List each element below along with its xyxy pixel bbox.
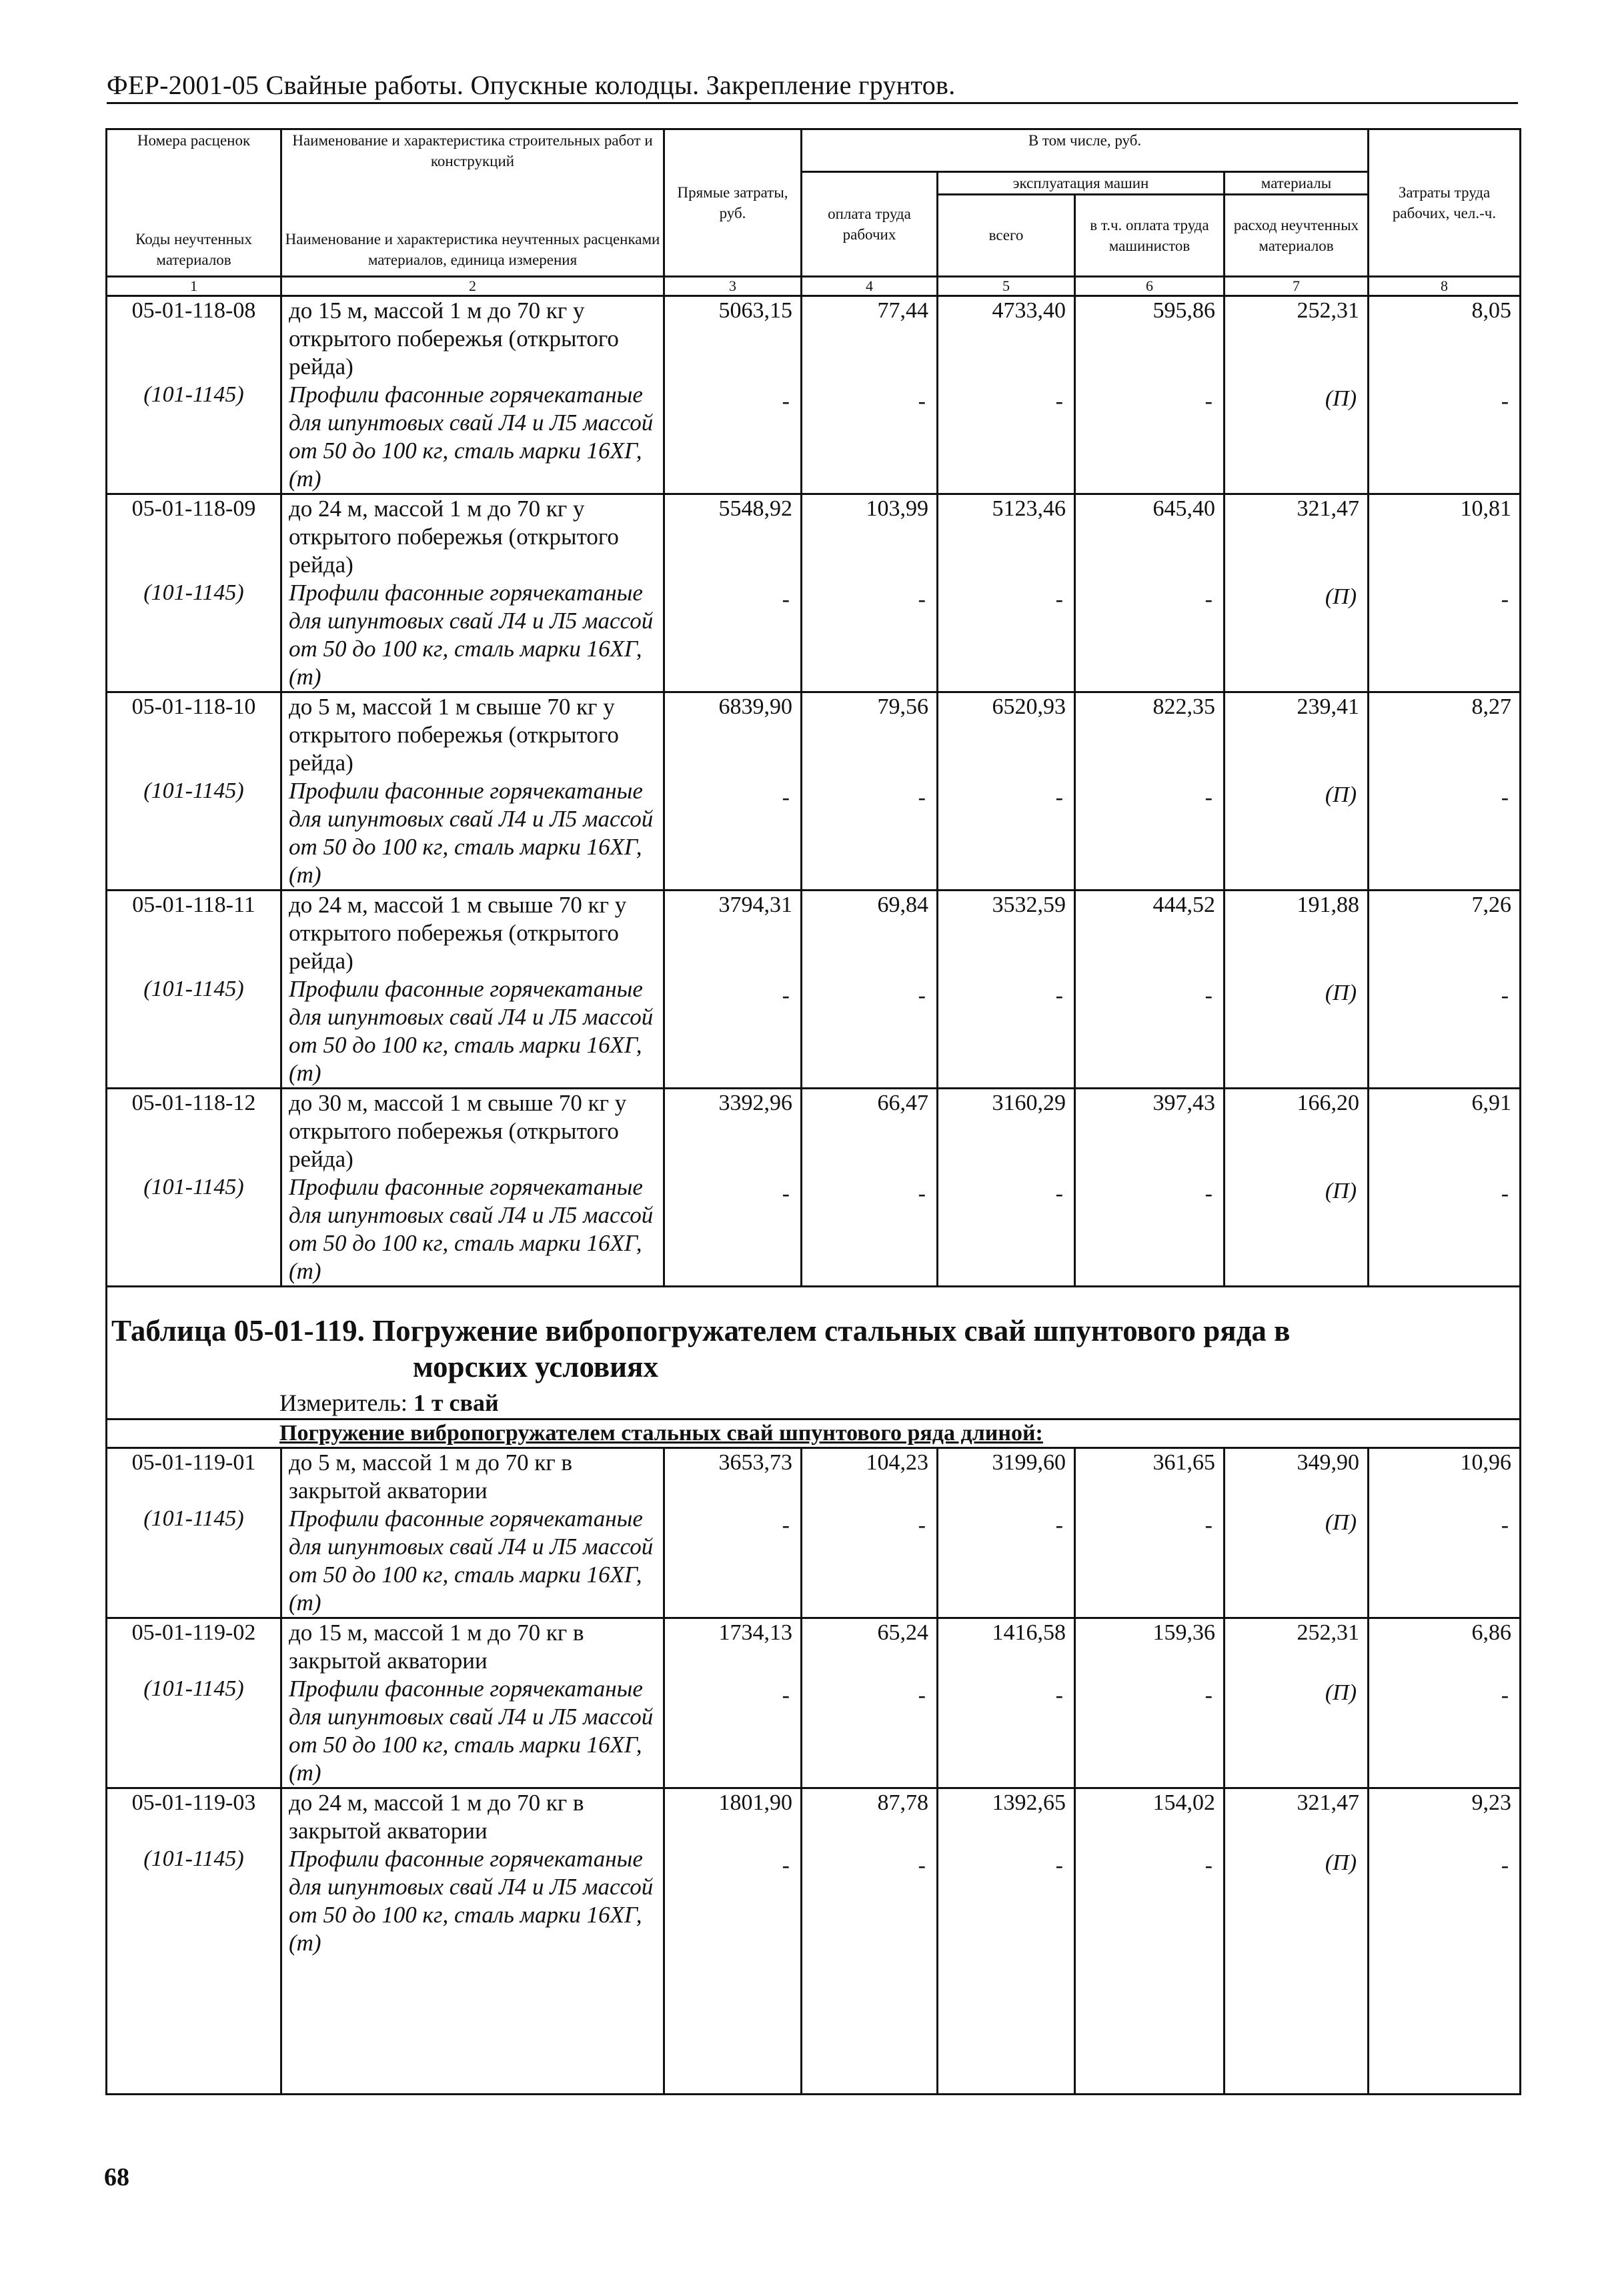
material-value: (П) xyxy=(1225,1845,1369,2095)
material-value: - xyxy=(1075,1505,1225,1618)
material-value: - xyxy=(1075,1173,1225,1287)
material-value: - xyxy=(938,579,1075,692)
material-value: - xyxy=(802,1845,938,2095)
rate-value: 239,41 xyxy=(1225,692,1369,777)
material-code: (101-1145) xyxy=(107,777,281,891)
rate-row xyxy=(107,890,1521,975)
rate-row xyxy=(107,1448,1521,1505)
header-direct-costs: Прямые затраты, руб. xyxy=(664,129,802,277)
col-number: 3 xyxy=(664,276,802,296)
material-value: - xyxy=(1075,381,1225,494)
material-row xyxy=(107,1173,1521,1287)
material-value: - xyxy=(1075,579,1225,692)
col-number: 7 xyxy=(1225,276,1369,296)
material-row xyxy=(107,381,1521,494)
material-description: Профили фасонные горячекатаные для шпунтовых свай Л4 и Л5 массой от 50 до 100 кг, сталь марки 16ХГ, (т) xyxy=(281,1505,664,1618)
rate-row xyxy=(107,296,1521,381)
header-row-1 xyxy=(107,129,1521,172)
rate-value: 8,05 xyxy=(1369,296,1521,381)
header-row-2 xyxy=(107,171,1521,194)
section-row xyxy=(107,1419,1521,1448)
rate-value: 595,86 xyxy=(1075,296,1225,381)
material-value: - xyxy=(802,1505,938,1618)
rate-row xyxy=(107,494,1521,579)
rate-row xyxy=(107,692,1521,777)
rate-value: 69,84 xyxy=(802,890,938,975)
rate-row xyxy=(107,1788,1521,1845)
col-number: 8 xyxy=(1369,276,1521,296)
rate-value: 5063,15 xyxy=(664,296,802,381)
rate-value: 65,24 xyxy=(802,1618,938,1675)
rate-description: до 24 м, массой 1 м до 70 кг у открытого побережья (открытого рейда) xyxy=(281,494,664,579)
measure-unit xyxy=(107,1389,1521,1419)
rate-description: до 24 м, массой 1 м свыше 70 кг у открытого побережья (открытого рейда) xyxy=(281,890,664,975)
rates-table xyxy=(105,128,1521,2095)
material-value: - xyxy=(938,975,1075,1089)
material-description: Профили фасонные горячекатаные для шпунтовых свай Л4 и Л5 массой от 50 до 100 кг, сталь марки 16ХГ, (т) xyxy=(281,1845,664,2095)
col-number: 5 xyxy=(938,276,1075,296)
material-value: - xyxy=(802,381,938,494)
material-value: - xyxy=(802,1675,938,1788)
column-numbers-row xyxy=(107,276,1521,296)
rate-value: 159,36 xyxy=(1075,1618,1225,1675)
material-value: - xyxy=(664,1173,802,1287)
material-value: - xyxy=(1369,381,1521,494)
header-total: всего xyxy=(938,194,1075,276)
material-value: - xyxy=(664,381,802,494)
rate-value: 645,40 xyxy=(1075,494,1225,579)
rate-value: 1734,13 xyxy=(664,1618,802,1675)
rate-value: 87,78 xyxy=(802,1788,938,1845)
col-number: 4 xyxy=(802,276,938,296)
rate-value: 154,02 xyxy=(1075,1788,1225,1845)
rate-code: 05-01-118-12 xyxy=(107,1088,281,1173)
rate-value: 4733,40 xyxy=(938,296,1075,381)
rate-value: 321,47 xyxy=(1225,494,1369,579)
rate-value: 7,26 xyxy=(1369,890,1521,975)
section-heading: Погружение вибропогружателем стальных свай шпунтового ряда длиной: xyxy=(107,1419,1521,1448)
rate-value: 397,43 xyxy=(1075,1088,1225,1173)
col-number: 1 xyxy=(107,276,281,296)
rate-description: до 5 м, массой 1 м до 70 кг в закрытой акватории xyxy=(281,1448,664,1505)
material-value: - xyxy=(1369,1505,1521,1618)
rate-description: до 15 м, массой 1 м до 70 кг у открытого побережья (открытого рейда) xyxy=(281,296,664,381)
rate-value: 3392,96 xyxy=(664,1088,802,1173)
material-value: (П) xyxy=(1225,975,1369,1089)
material-value: - xyxy=(1075,777,1225,891)
table-119-title-line1: Таблица 05-01-119. Погружение вибропогружателем стальных свай шпунтового ряда в xyxy=(111,1313,1291,1347)
rate-code: 05-01-118-09 xyxy=(107,494,281,579)
material-value: (П) xyxy=(1225,1173,1369,1287)
material-value: - xyxy=(1369,579,1521,692)
rate-code: 05-01-119-03 xyxy=(107,1788,281,1845)
header-machine-operation: эксплуатация машин xyxy=(938,171,1225,194)
material-value: - xyxy=(802,1173,938,1287)
material-code: (101-1145) xyxy=(107,381,281,494)
measure-row xyxy=(107,1389,1521,1419)
rate-code: 05-01-119-01 xyxy=(107,1448,281,1505)
table-119-title-line2: морских условиях xyxy=(413,1349,658,1383)
material-value: - xyxy=(1369,1845,1521,2095)
material-code: (101-1145) xyxy=(107,975,281,1089)
rate-value: 3199,60 xyxy=(938,1448,1075,1505)
material-row xyxy=(107,579,1521,692)
rate-value: 1416,58 xyxy=(938,1618,1075,1675)
material-value: - xyxy=(664,579,802,692)
material-code: (101-1145) xyxy=(107,579,281,692)
material-description: Профили фасонные горячекатаные для шпунтовых свай Л4 и Л5 массой от 50 до 100 кг, сталь марки 16ХГ, (т) xyxy=(281,975,664,1089)
material-row xyxy=(107,975,1521,1089)
rate-description: до 5 м, массой 1 м свыше 70 кг у открытого побережья (открытого рейда) xyxy=(281,692,664,777)
material-value: - xyxy=(802,777,938,891)
header-work-name: Наименование и характеристика строительных работ и конструкций xyxy=(281,129,664,172)
material-description: Профили фасонные горячекатаные для шпунтовых свай Л4 и Л5 массой от 50 до 100 кг, сталь марки 16ХГ, (т) xyxy=(281,579,664,692)
material-description: Профили фасонные горячекатаные для шпунтовых свай Л4 и Л5 массой от 50 до 100 кг, сталь марки 16ХГ, (т) xyxy=(281,381,664,494)
rate-value: 361,65 xyxy=(1075,1448,1225,1505)
rate-row xyxy=(107,1088,1521,1173)
material-value: - xyxy=(1369,975,1521,1089)
header-operator-pay: в т.ч. оплата труда машинистов xyxy=(1075,194,1225,276)
material-value: - xyxy=(1369,1173,1521,1287)
rate-value: 166,20 xyxy=(1225,1088,1369,1173)
header-material-names: Наименование и характеристика неучтенных расценками материалов, единица измерения xyxy=(281,171,664,276)
rate-value: 104,23 xyxy=(802,1448,938,1505)
material-value: (П) xyxy=(1225,777,1369,891)
col-number: 6 xyxy=(1075,276,1225,296)
rate-code: 05-01-118-11 xyxy=(107,890,281,975)
material-description: Профили фасонные горячекатаные для шпунтовых свай Л4 и Л5 массой от 50 до 100 кг, сталь марки 16ХГ, (т) xyxy=(281,1173,664,1287)
rate-value: 252,31 xyxy=(1225,296,1369,381)
rate-description: до 24 м, массой 1 м до 70 кг в закрытой акватории xyxy=(281,1788,664,1845)
rate-value: 822,35 xyxy=(1075,692,1225,777)
material-value: - xyxy=(938,1845,1075,2095)
rate-value: 191,88 xyxy=(1225,890,1369,975)
rate-value: 6,91 xyxy=(1369,1088,1521,1173)
material-value: - xyxy=(802,975,938,1089)
header-labor-costs: Затраты труда рабочих, чел.-ч. xyxy=(1369,129,1521,277)
material-value: - xyxy=(664,1675,802,1788)
material-value: - xyxy=(938,1505,1075,1618)
header-unaccounted-materials: расход неучтенных материалов xyxy=(1225,194,1369,276)
rate-value: 8,27 xyxy=(1369,692,1521,777)
rate-value: 3794,31 xyxy=(664,890,802,975)
rate-value: 9,23 xyxy=(1369,1788,1521,1845)
material-value: - xyxy=(664,1505,802,1618)
material-code: (101-1145) xyxy=(107,1173,281,1287)
page-header: ФЕР-2001-05 Свайные работы. Опускные колодцы. Закрепление грунтов. xyxy=(107,69,1518,104)
material-value: - xyxy=(664,777,802,891)
material-value: - xyxy=(802,579,938,692)
rate-value: 252,31 xyxy=(1225,1618,1369,1675)
material-value: - xyxy=(1075,975,1225,1089)
rate-value: 1392,65 xyxy=(938,1788,1075,1845)
rate-value: 6520,93 xyxy=(938,692,1075,777)
material-description: Профили фасонные горячекатаные для шпунтовых свай Л4 и Л5 массой от 50 до 100 кг, сталь марки 16ХГ, (т) xyxy=(281,777,664,891)
header-worker-pay: оплата труда рабочих xyxy=(802,171,938,276)
material-code: (101-1145) xyxy=(107,1675,281,1788)
measure-label: Измеритель: xyxy=(279,1389,408,1416)
material-description: Профили фасонные горячекатаные для шпунтовых свай Л4 и Л5 массой от 50 до 100 кг, сталь марки 16ХГ, (т) xyxy=(281,1675,664,1788)
rate-value: 79,56 xyxy=(802,692,938,777)
header-including: В том числе, руб. xyxy=(802,129,1369,172)
material-value: (П) xyxy=(1225,579,1369,692)
material-value: - xyxy=(938,381,1075,494)
rate-description: до 15 м, массой 1 м до 70 кг в закрытой акватории xyxy=(281,1618,664,1675)
rate-value: 5123,46 xyxy=(938,494,1075,579)
rate-value: 6839,90 xyxy=(664,692,802,777)
header-rate-numbers: Номера расценок xyxy=(107,129,281,172)
header-materials: материалы xyxy=(1225,171,1369,194)
rate-value: 1801,90 xyxy=(664,1788,802,1845)
material-value: - xyxy=(1369,1675,1521,1788)
measure-value: 1 т свай xyxy=(413,1389,499,1416)
rate-code: 05-01-119-02 xyxy=(107,1618,281,1675)
rate-value: 3653,73 xyxy=(664,1448,802,1505)
material-code: (101-1145) xyxy=(107,1505,281,1618)
material-value: - xyxy=(1075,1675,1225,1788)
material-row xyxy=(107,777,1521,891)
rate-value: 10,96 xyxy=(1369,1448,1521,1505)
col-number: 2 xyxy=(281,276,664,296)
page-number: 68 xyxy=(104,2163,129,2191)
rate-row xyxy=(107,1618,1521,1675)
rate-value: 5548,92 xyxy=(664,494,802,579)
table-119-title-row xyxy=(107,1286,1521,1389)
rate-code: 05-01-118-08 xyxy=(107,296,281,381)
rate-value: 444,52 xyxy=(1075,890,1225,975)
header-material-codes: Коды неучтенных материалов xyxy=(107,171,281,276)
material-value: (П) xyxy=(1225,381,1369,494)
rate-code: 05-01-118-10 xyxy=(107,692,281,777)
material-code: (101-1145) xyxy=(107,1845,281,2095)
material-value: - xyxy=(938,1675,1075,1788)
material-row xyxy=(107,1675,1521,1788)
rate-value: 6,86 xyxy=(1369,1618,1521,1675)
material-value: - xyxy=(938,777,1075,891)
rate-value: 3532,59 xyxy=(938,890,1075,975)
rate-value: 321,47 xyxy=(1225,1788,1369,1845)
material-row xyxy=(107,1505,1521,1618)
material-value: - xyxy=(664,1845,802,2095)
material-value: - xyxy=(664,975,802,1089)
material-value: - xyxy=(938,1173,1075,1287)
rate-description: до 30 м, массой 1 м свыше 70 кг у открытого побережья (открытого рейда) xyxy=(281,1088,664,1173)
material-value: - xyxy=(1369,777,1521,891)
material-row xyxy=(107,1845,1521,2095)
material-value: - xyxy=(1075,1845,1225,2095)
rate-value: 66,47 xyxy=(802,1088,938,1173)
material-value: (П) xyxy=(1225,1505,1369,1618)
table-119-title xyxy=(107,1286,1521,1389)
material-value: (П) xyxy=(1225,1675,1369,1788)
rate-value: 103,99 xyxy=(802,494,938,579)
rate-value: 3160,29 xyxy=(938,1088,1075,1173)
rate-value: 10,81 xyxy=(1369,494,1521,579)
rate-value: 77,44 xyxy=(802,296,938,381)
rate-value: 349,90 xyxy=(1225,1448,1369,1505)
